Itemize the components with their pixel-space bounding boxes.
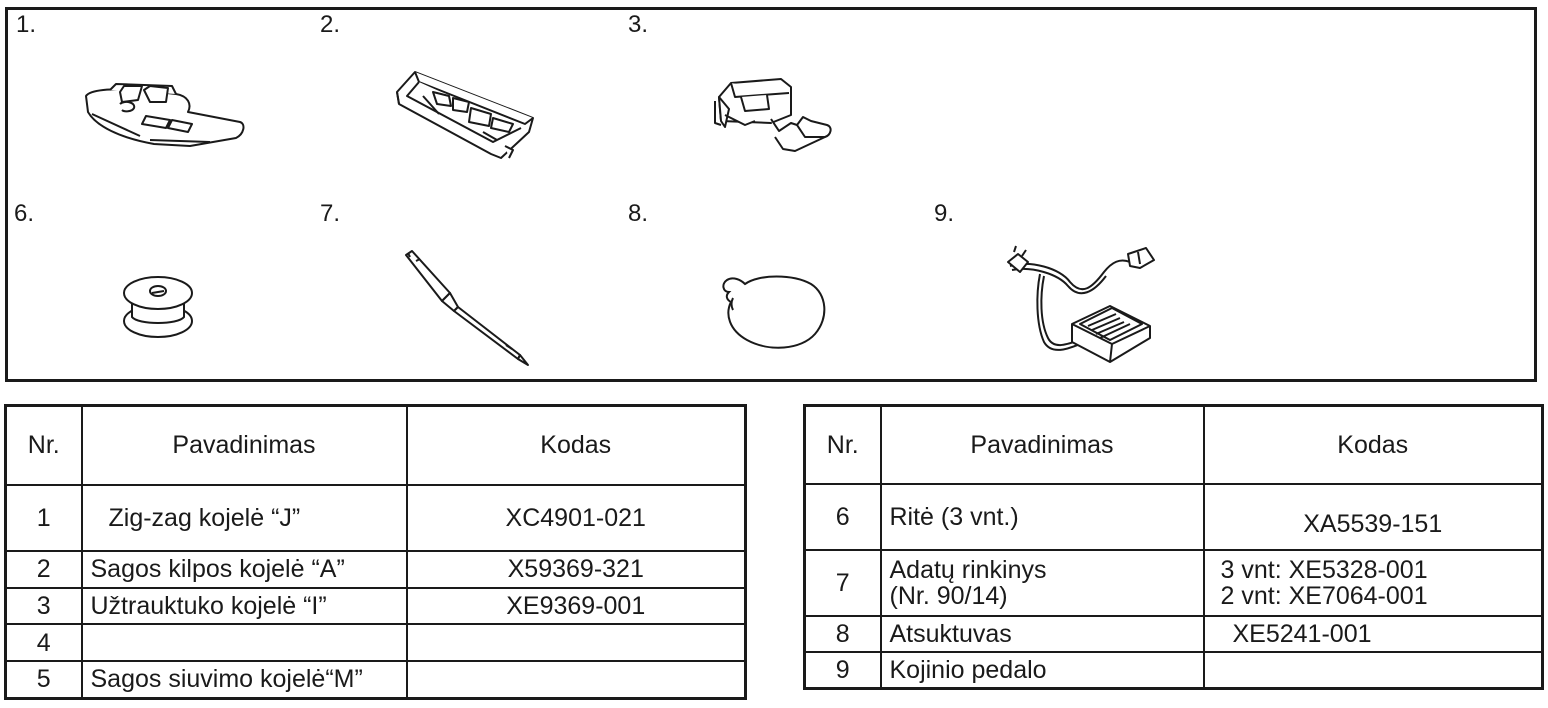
row-code <box>407 661 746 699</box>
header-nr: Nr. <box>6 406 82 485</box>
header-code: Kodas <box>1204 406 1543 484</box>
row-nr: 7 <box>805 550 881 616</box>
row-name: Ritė (3 vnt.) <box>881 484 1204 550</box>
row-code <box>1204 652 1543 688</box>
header-nr: Nr. <box>805 406 881 484</box>
row-name <box>82 624 407 661</box>
item-number-9: 9. <box>934 200 955 227</box>
row-nr: 9 <box>805 652 881 688</box>
item-number-2: 2. <box>320 11 341 38</box>
table-row <box>6 624 746 661</box>
parts-table-right <box>803 404 1544 690</box>
table-header-row <box>6 406 746 485</box>
row-name: Adatų rinkinys (Nr. 90/14) <box>881 550 1204 616</box>
row-nr: 3 <box>6 588 82 625</box>
item-number-3: 3. <box>628 11 649 38</box>
table-row <box>805 484 1543 550</box>
item-number-7: 7. <box>320 200 341 227</box>
row-code <box>407 624 746 661</box>
row-name: Sagos siuvimo kojelė“M” <box>82 661 407 699</box>
item-number-1: 1. <box>16 11 37 38</box>
header-name: Pavadinimas <box>881 406 1204 484</box>
bobbin-icon <box>118 265 198 345</box>
disc-screwdriver-icon <box>719 272 831 352</box>
row-code: 3 vnt: XE5328-001 2 vnt: XE7064-001 <box>1204 550 1543 616</box>
zigzag-presser-foot-icon <box>80 82 250 152</box>
table-header-row <box>805 406 1543 484</box>
parts-table-left <box>4 404 747 700</box>
row-nr: 2 <box>6 551 82 588</box>
needle-icon <box>402 249 532 369</box>
row-name: Sagos kilpos kojelė “A” <box>82 551 407 588</box>
item-number-6: 6. <box>14 200 35 227</box>
row-nr: 6 <box>805 484 881 550</box>
row-name: Atsuktuvas <box>881 616 1204 652</box>
row-code: XE5241-001 <box>1204 616 1543 652</box>
row-nr: 5 <box>6 661 82 699</box>
zipper-foot-icon <box>711 75 836 157</box>
item-number-8: 8. <box>628 200 649 227</box>
header-name: Pavadinimas <box>82 406 407 485</box>
row-nr: 4 <box>6 624 82 661</box>
row-code: X59369-321 <box>407 551 746 588</box>
table-row <box>805 616 1543 652</box>
row-code: XA5539-151 <box>1204 484 1543 550</box>
table-row <box>805 550 1543 616</box>
header-code: Kodas <box>407 406 746 485</box>
table-row <box>6 588 746 625</box>
table-row <box>6 661 746 699</box>
row-name: Užtrauktuko kojelė “I” <box>82 588 407 625</box>
row-nr: 1 <box>6 485 82 551</box>
row-nr: 8 <box>805 616 881 652</box>
table-row <box>6 551 746 588</box>
row-name: Kojinio pedalo <box>881 652 1204 688</box>
table-row <box>805 652 1543 688</box>
row-code: XC4901-021 <box>407 485 746 551</box>
row-code: XE9369-001 <box>407 588 746 625</box>
row-name: Zig-zag kojelė “J” <box>82 485 407 551</box>
table-row <box>6 485 746 551</box>
buttonhole-foot-icon <box>393 68 538 160</box>
foot-controller-icon <box>1000 244 1162 376</box>
